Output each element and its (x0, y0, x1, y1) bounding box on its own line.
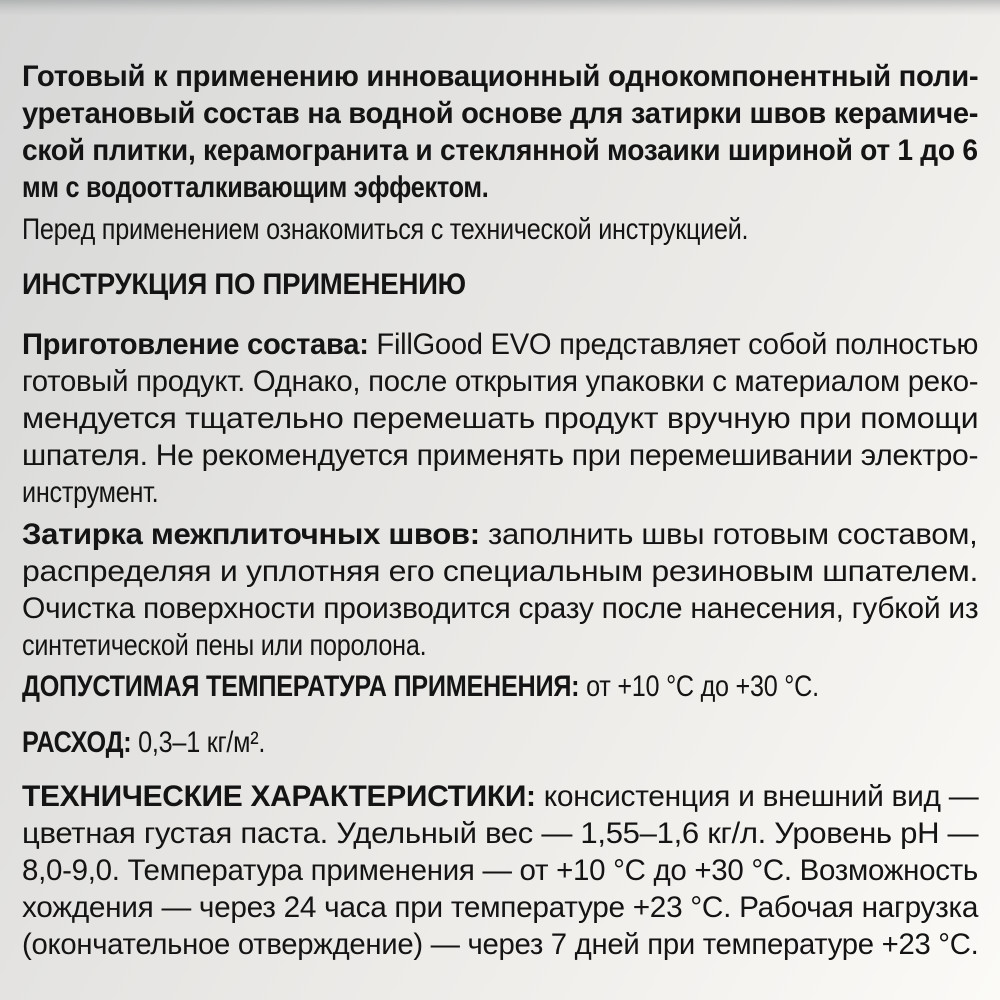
line-content (22, 132, 978, 169)
text-segment: Очистка поверхности производится сразу после нанесения, губкой из (22, 592, 979, 625)
line-content (22, 211, 748, 248)
intro-paragraph (22, 58, 978, 206)
text-segment: ИНСТРУКЦИЯ ПО ПРИМЕНЕНИЮ (22, 268, 466, 301)
text-segment: мм с водоотталкивающим эффектом. (22, 171, 489, 204)
line-content (22, 363, 978, 400)
text-segment: консистенция и внешний вид — (535, 780, 979, 813)
text-line (22, 724, 978, 761)
line-content (22, 400, 978, 437)
text-segment: Перед применением ознакомиться с технической инструкцией. (22, 213, 749, 246)
text-line (22, 326, 978, 363)
line-content (22, 889, 978, 926)
text-line (22, 363, 978, 400)
text-segment: заполнить швы готовым составом, (479, 518, 978, 551)
product-label-text (22, 0, 978, 963)
line-allowed-temperature (22, 668, 978, 705)
text-segment: ДОПУСТИМАЯ ТЕМПЕРАТУРА ПРИМЕНЕНИЯ: (22, 670, 580, 703)
text-segment: Затирка межплиточных швов: (22, 518, 480, 551)
text-segment: ТЕХНИЧЕСКИЕ ХАРАКТЕРИСТИКИ: (22, 780, 536, 813)
text-line (22, 668, 978, 705)
text-segment: готовый продукт. Однако, после открытия упаковки с материалом реко- (22, 365, 979, 398)
text-line (22, 211, 978, 248)
text-segment: 8,0-9,0. Температура применения — от +10 °С до +30 °С. Возможность (22, 854, 978, 887)
text-line (22, 815, 978, 852)
section-heading-instructions (22, 266, 978, 303)
text-line (22, 553, 978, 590)
text-segment: FillGood EVO представляет собой полностью (368, 328, 979, 361)
line-content (22, 516, 977, 553)
line-content (22, 326, 978, 363)
line-content (22, 724, 265, 761)
text-segment: хождения — через 24 часа при температуре +23 °С. Рабочая нагрузка (22, 891, 979, 924)
paragraph-preparation (22, 326, 978, 511)
text-line (22, 169, 978, 206)
line-content (22, 852, 978, 889)
text-segment: Приготовление состава: (22, 328, 369, 361)
line-content (22, 437, 978, 474)
text-line (22, 400, 978, 437)
text-line (22, 516, 978, 553)
line-content (22, 266, 466, 303)
text-segment: 0,3–1 кг/м². (131, 726, 266, 759)
text-line (22, 778, 978, 815)
notice-line (22, 211, 978, 248)
line-content (22, 169, 489, 206)
text-line (22, 474, 978, 511)
text-line (22, 437, 978, 474)
paragraph-technical-specs (22, 778, 978, 963)
text-segment: РАСХОД: (22, 726, 132, 759)
line-content (22, 58, 978, 95)
text-line (22, 132, 978, 169)
text-segment: синтетической пены или поролона. (22, 629, 427, 662)
line-content (22, 590, 978, 627)
text-segment: (окончательное отверждение) — через 7 дней при температуре +23 °С. (22, 928, 979, 961)
text-line (22, 266, 978, 303)
line-consumption (22, 724, 978, 761)
line-content (22, 627, 426, 664)
text-line (22, 926, 978, 963)
text-line (22, 95, 978, 132)
line-content (22, 474, 158, 511)
text-segment: инструмент. (22, 476, 159, 509)
line-content (22, 95, 978, 132)
line-content (22, 926, 978, 963)
text-line (22, 627, 978, 664)
text-segment: от +10 °С до +30 °С. (579, 670, 819, 703)
line-content (22, 668, 819, 705)
text-segment: уретановый состав на водной основе для затирки швов керамиче- (22, 97, 979, 130)
text-segment: ской плитки, керамогранита и стеклянной мозаики шириной от 1 до 6 (22, 134, 978, 167)
text-segment: мендуется тщательно перемешать продукт вручную при помощи (22, 402, 979, 435)
text-segment: цветная густая паста. Удельный вес — 1,55–1,6 кг/л. Уровень pH — (22, 817, 979, 850)
text-line (22, 852, 978, 889)
text-line (22, 58, 978, 95)
text-line (22, 590, 978, 627)
text-line (22, 889, 978, 926)
text-segment: шпателя. Не рекомендуется применять при перемешивании электро- (22, 439, 979, 472)
line-content (22, 778, 978, 815)
line-content (22, 553, 978, 590)
paragraph-grouting (22, 516, 978, 664)
text-segment: Готовый к применению инновационный однокомпонентный поли- (22, 60, 979, 93)
text-segment: распределяя и уплотняя его специальным резиновым шпателем. (22, 555, 979, 588)
line-content (22, 815, 978, 852)
